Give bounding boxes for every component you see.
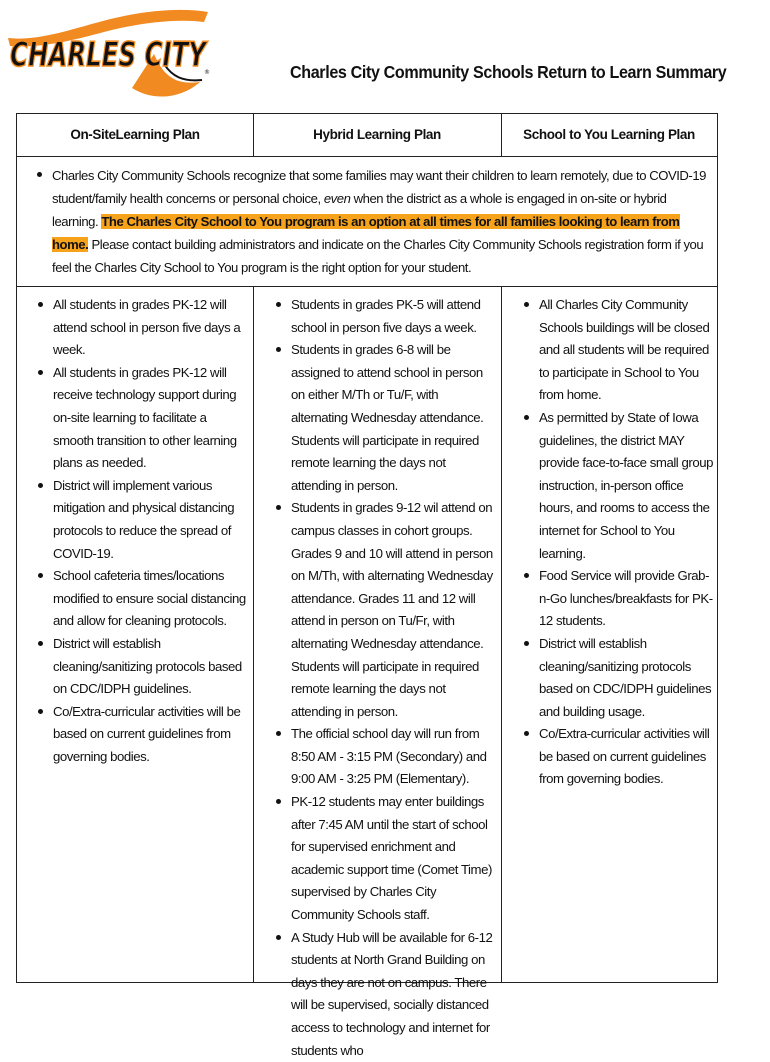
intro-row bbox=[17, 156, 717, 287]
list-item: The official school day will run from 8:50 AM - 3:15 PM (Secondary) and 9:00 AM - 3:25 PM (Elementary). bbox=[267, 723, 497, 791]
svg-text:®: ® bbox=[204, 69, 210, 76]
list-item: Students in grades 6-8 will be assigned to attend school in person on either M/Th or Tu/F, with alternating Wednesday attendance. Students will participate in required remote learning the days not attending in person. bbox=[267, 339, 497, 497]
list-item: Food Service will provide Grab-n-Go lunches/breakfasts for PK-12 students. bbox=[515, 565, 715, 633]
list-item: District will establish cleaning/sanitizing protocols based on CDC/IDPH guidelines and building usage. bbox=[515, 633, 715, 723]
charles-city-logo bbox=[4, 2, 212, 110]
onsite-list bbox=[29, 294, 249, 768]
list-item: District will implement various mitigation and physical distancing protocols to reduce the spread of COVID-19. bbox=[29, 475, 249, 565]
school-to-you-list bbox=[515, 294, 715, 791]
logo-text: CHARLES CITY bbox=[10, 35, 209, 75]
divider bbox=[501, 114, 502, 156]
divider bbox=[501, 286, 502, 982]
list-item: District will establish cleaning/sanitizing protocols based on CDC/IDPH guidelines. bbox=[29, 633, 249, 701]
table-header-row bbox=[17, 114, 717, 157]
intro-text: Charles City Community Schools recognize that some families may want their children to learn remotely, due to COVID-19 student/family health concerns or personal choice, even when the district as a whole is engaged in on-site or hybrid learning. The Charles City School to You program is an option at all times for all families looking to learn from home. Please contact building administrators and indicate on the Charles City Community Schools registration form if you feel the Charles City School to You program is the right option for your student. bbox=[28, 164, 712, 279]
list-item: PK-12 students may enter buildings after 7:45 AM until the start of school for supervised enrichment and academic support time (Comet Time) supervised by Charles City Community Schools staff. bbox=[267, 791, 497, 927]
header-hybrid: Hybrid Learning Plan bbox=[313, 127, 441, 142]
highlighted-note: The Charles City School to You program is an option at all times for all families looking to learn from home. bbox=[52, 214, 680, 252]
divider bbox=[253, 114, 254, 156]
list-item: Co/Extra-curricular activities will be based on current guidelines from governing bodies. bbox=[515, 723, 715, 791]
header-school-to-you: School to You Learning Plan bbox=[523, 127, 695, 142]
list-item: All Charles City Community Schools buildings will be closed and all students will be required to participate in School to You from home. bbox=[515, 294, 715, 407]
list-item: All students in grades PK-12 will attend school in person five days a week. bbox=[29, 294, 249, 362]
divider bbox=[253, 286, 254, 982]
list-item: School cafeteria times/locations modified to ensure social distancing and allow for cleaning protocols. bbox=[29, 565, 249, 633]
list-item: A Study Hub will be available for 6-12 students at North Grand Building on days they are not on campus. There will be supervised, socially distanced access to technology and internet for students who bbox=[267, 927, 497, 1062]
page-title: Charles City Community Schools Return to Learn Summary bbox=[290, 62, 727, 82]
summary-table bbox=[16, 113, 718, 1058]
header-onsite: On-SiteLearning Plan bbox=[70, 127, 200, 142]
list-item: As permitted by State of Iowa guidelines, the district MAY provide face-to-face small group instruction, in-person office hours, and rooms to access the internet for School to You learning. bbox=[515, 407, 715, 565]
list-item: Students in grades PK-5 will attend school in person five days a week. bbox=[267, 294, 497, 339]
list-item: Students in grades 9-12 wil attend on campus classes in cohort groups. Grades 9 and 10 will attend in person on M/Th, with alternating Wednesday attendance. Grades 11 and 12 will attend in person on Tu/Fr, with alternating Wednesday attendance. Students will participate in required remote learning the days not attending in person. bbox=[267, 497, 497, 723]
hybrid-list bbox=[267, 294, 497, 1062]
list-item: Co/Extra-curricular activities will be based on current guidelines from governing bodies. bbox=[29, 701, 249, 769]
list-item: All students in grades PK-12 will receive technology support during on-site learning to facilitate a smooth transition to other learning plans as needed. bbox=[29, 362, 249, 475]
